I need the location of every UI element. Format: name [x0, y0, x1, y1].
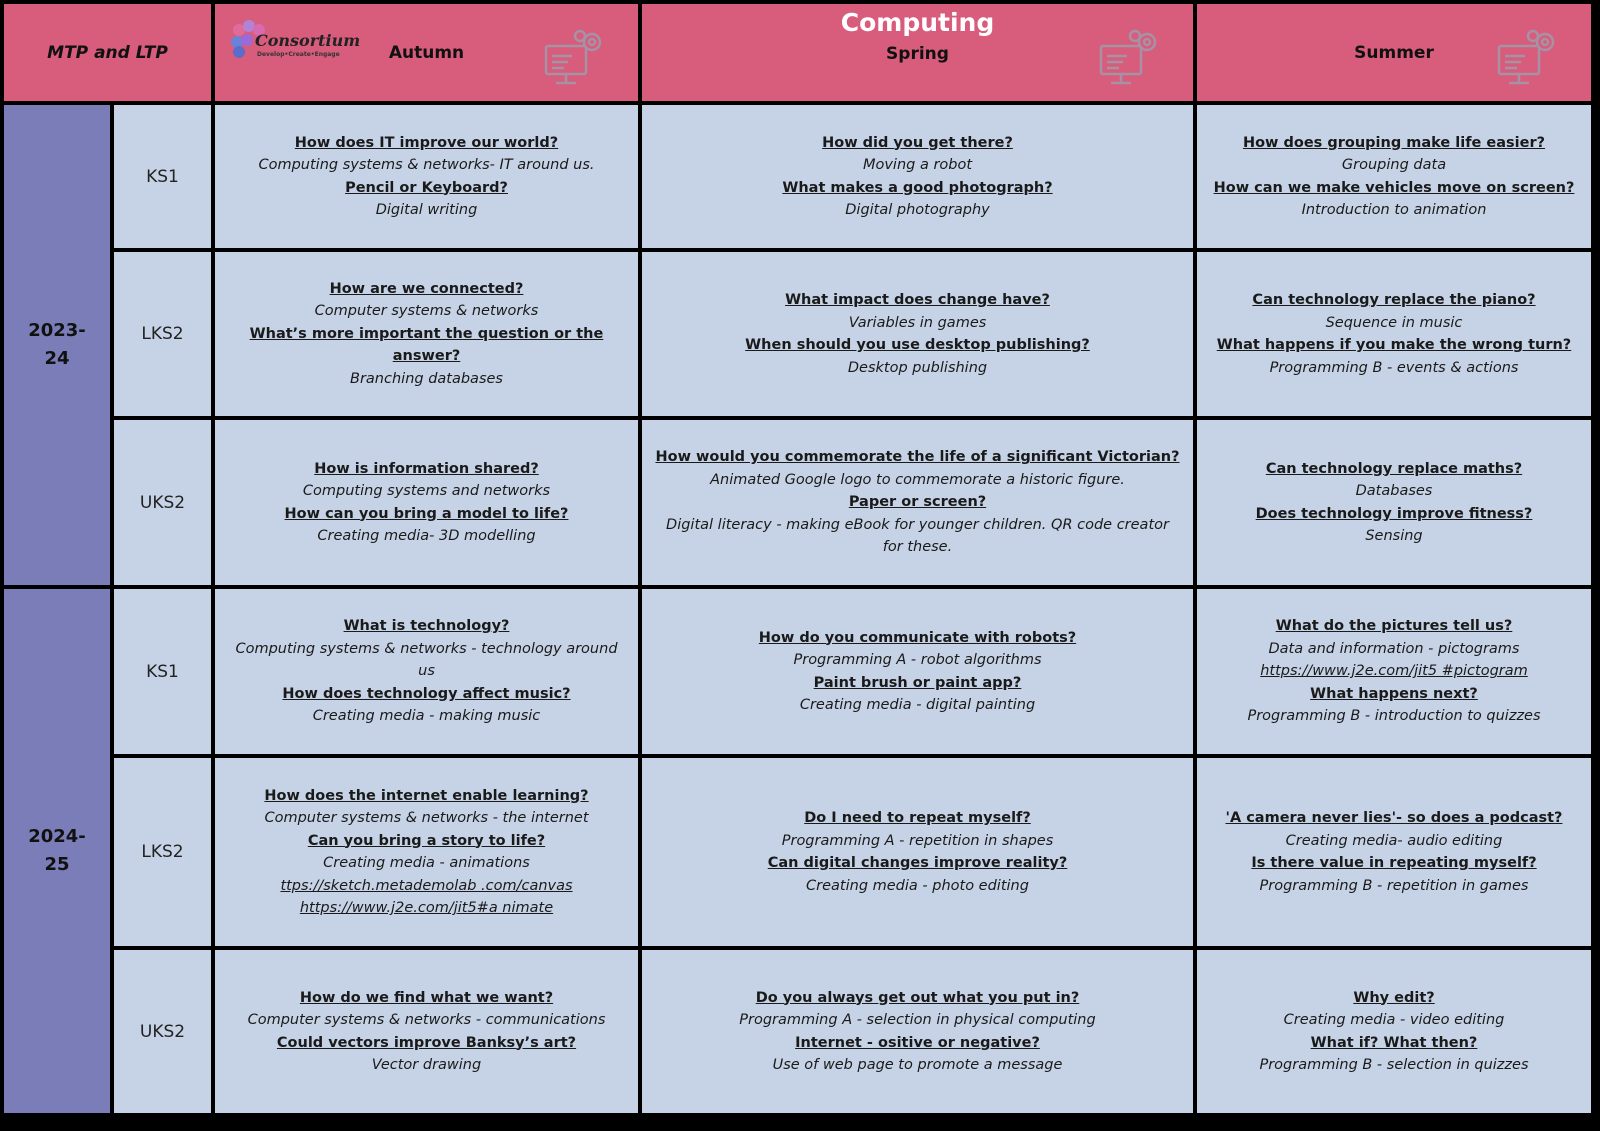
key-stage-label: KS1	[114, 105, 211, 248]
unit-description: Use of web page to promote a message	[772, 1057, 1063, 1073]
unit-question: Why edit?	[1353, 989, 1435, 1006]
logo-text: Consortium	[255, 31, 361, 50]
year-label	[4, 589, 110, 1113]
unit-question: Can you bring a story to life?	[307, 832, 546, 849]
year-text-line: 2023-	[28, 320, 86, 341]
term-label-summer: Summer	[1354, 42, 1434, 63]
unit-question: What if? What then?	[1310, 1034, 1478, 1051]
unit-cell-autumn	[215, 758, 638, 946]
unit-question: Could vectors improve Banksy’s art?	[276, 1034, 577, 1051]
autumn-header	[215, 4, 638, 101]
unit-question: How can you bring a model to life?	[284, 505, 569, 522]
unit-cell-autumn	[215, 252, 638, 416]
unit-question: How do we find what we want?	[299, 989, 554, 1006]
unit-description: Variables in games	[848, 314, 987, 331]
unit-cell-autumn	[215, 589, 638, 754]
unit-question: How does technology affect music?	[282, 685, 571, 702]
unit-description: Creating media- 3D modelling	[317, 528, 536, 544]
unit-cell-summer	[1197, 420, 1591, 585]
unit-question: What happens if you make the wrong turn?	[1216, 337, 1572, 353]
unit-description: Computer systems & networks - communications	[247, 1012, 606, 1028]
computer-gear-icon	[1495, 26, 1561, 88]
computer-gear-icon	[1097, 26, 1163, 88]
unit-description: Programming A - robot algorithms	[793, 652, 1042, 668]
unit-description: Digital literacy - making eBook for younger children. QR code creator for these.	[666, 516, 1169, 556]
key-stage-label: UKS2	[114, 950, 211, 1113]
unit-question: 'A camera never lies'- so does a podcast?	[1225, 810, 1563, 826]
unit-description: Creating media - photo editing	[806, 877, 1029, 894]
unit-description: Creating media - making music	[312, 708, 541, 725]
page-title: Computing	[840, 8, 995, 37]
unit-question: Is there value in repeating myself?	[1251, 855, 1537, 871]
unit-question: How are we connected?	[329, 280, 524, 297]
unit-question: What do the pictures tell us?	[1275, 618, 1513, 635]
unit-question: How did you get there?	[822, 134, 1013, 151]
unit-question: Paint brush or paint app?	[813, 674, 1022, 691]
unit-description: Creating media - digital painting	[799, 697, 1036, 713]
unit-description: Digital photography	[845, 202, 990, 218]
unit-question: Can digital changes improve reality?	[767, 855, 1068, 871]
unit-description: Creating media - animations	[323, 855, 530, 871]
unit-question: What is technology?	[343, 618, 510, 635]
unit-cell-spring	[642, 252, 1193, 416]
unit-description: Digital writing	[375, 202, 478, 218]
unit-question: What impact does change have?	[785, 292, 1050, 308]
corner-header	[4, 4, 211, 101]
summer-header	[1197, 4, 1591, 101]
consortium-logo	[229, 16, 361, 60]
unit-description: Grouping data	[1341, 157, 1447, 173]
unit-description: Computer systems & networks - the internet	[264, 810, 589, 826]
unit-cell-summer	[1197, 252, 1591, 416]
resource-link[interactable]: https://www.j2e.com/jit5#a nimate	[299, 900, 554, 916]
unit-question: When should you use desktop publishing?	[745, 337, 1090, 353]
unit-description: Computing systems and networks	[302, 483, 551, 499]
unit-question: How is information shared?	[314, 460, 539, 477]
unit-description: Programming B - repetition in games	[1259, 877, 1529, 894]
unit-question: What’s more important the question or the answer?	[249, 325, 604, 365]
unit-question: Paper or screen?	[848, 494, 987, 511]
unit-description: Creating media - video editing	[1283, 1012, 1505, 1028]
unit-description: Sensing	[1365, 528, 1423, 544]
unit-question: Do you always get out what you put in?	[755, 989, 1080, 1006]
unit-question: How does grouping make life easier?	[1242, 134, 1546, 151]
unit-cell-summer	[1197, 950, 1591, 1113]
unit-description: Sequence in music	[1325, 314, 1463, 331]
year-text-line: 25	[44, 854, 70, 875]
year-text-line: 2024-	[28, 826, 86, 847]
year-text	[27, 823, 87, 879]
unit-cell-autumn	[215, 420, 638, 585]
unit-description: Vector drawing	[371, 1057, 482, 1073]
key-stage-label: KS1	[114, 589, 211, 754]
unit-description: Data and information - pictograms	[1268, 640, 1520, 657]
unit-description: Desktop publishing	[847, 359, 988, 376]
year-label	[4, 105, 110, 585]
unit-question: Internet - ositive or negative?	[795, 1034, 1040, 1051]
resource-link[interactable]: https://www.j2e.com/jit5 #pictogram	[1260, 663, 1528, 680]
unit-question: What happens next?	[1310, 685, 1478, 702]
unit-description: Databases	[1355, 483, 1433, 499]
term-label-autumn: Autumn	[388, 42, 465, 63]
unit-question: Can technology replace maths?	[1265, 460, 1523, 477]
unit-description: Programming A - repetition in shapes	[781, 832, 1054, 849]
key-stage-label: LKS2	[114, 758, 211, 946]
computer-gear-icon	[542, 26, 608, 88]
unit-question: Pencil or Keyboard?	[345, 179, 508, 196]
unit-cell-summer	[1197, 105, 1591, 248]
unit-question: How does IT improve our world?	[294, 134, 559, 151]
unit-question: How can we make vehicles move on screen?	[1213, 179, 1575, 196]
resource-link[interactable]: ttps://sketch.metademolab .com/canvas	[280, 877, 573, 894]
unit-description: Programming B - events & actions	[1269, 359, 1519, 376]
unit-question: Does technology improve fitness?	[1255, 505, 1533, 522]
unit-cell-spring	[642, 420, 1193, 585]
term-label-spring: Spring	[886, 44, 949, 64]
unit-question: Do I need to repeat myself?	[804, 810, 1031, 826]
unit-cell-autumn	[215, 105, 638, 248]
unit-cell-summer	[1197, 589, 1591, 754]
unit-question: How do you communicate with robots?	[758, 629, 1077, 646]
unit-description: Moving a robot	[862, 157, 973, 173]
unit-question: What makes a good photograph?	[782, 179, 1053, 196]
unit-description: Programming B - selection in quizzes	[1259, 1057, 1529, 1073]
unit-description: Branching databases	[350, 370, 503, 387]
unit-question: How does the internet enable learning?	[264, 787, 589, 804]
unit-description: Programming A - selection in physical computing	[739, 1012, 1096, 1028]
key-stage-label: LKS2	[114, 252, 211, 416]
unit-cell-spring	[642, 758, 1193, 946]
unit-description: Programming B - introduction to quizzes	[1247, 708, 1541, 725]
unit-description: Computing systems & networks- IT around us.	[258, 157, 595, 173]
corner-label: MTP and LTP	[47, 42, 168, 63]
unit-cell-summer	[1197, 758, 1591, 946]
logo-tagline: Develop•Create•Engage	[257, 51, 340, 58]
unit-description: Introduction to animation	[1301, 202, 1487, 218]
key-stage-label: UKS2	[114, 420, 211, 585]
unit-description: Computer systems & networks	[314, 303, 539, 320]
unit-description: Computing systems & networks - technology around us	[235, 640, 618, 680]
unit-question: Can technology replace the piano?	[1252, 292, 1536, 308]
unit-cell-spring	[642, 589, 1193, 754]
unit-cell-spring	[642, 105, 1193, 248]
unit-cell-spring	[642, 950, 1193, 1113]
unit-cell-autumn	[215, 950, 638, 1113]
spring-header	[642, 4, 1193, 101]
unit-description: Animated Google logo to commemorate a historic figure.	[710, 471, 1125, 488]
year-text-line: 24	[44, 348, 70, 369]
unit-description: Creating media- audio editing	[1285, 832, 1503, 849]
year-text	[27, 317, 87, 373]
unit-question: How would you commemorate the life of a significant Victorian?	[655, 449, 1180, 466]
